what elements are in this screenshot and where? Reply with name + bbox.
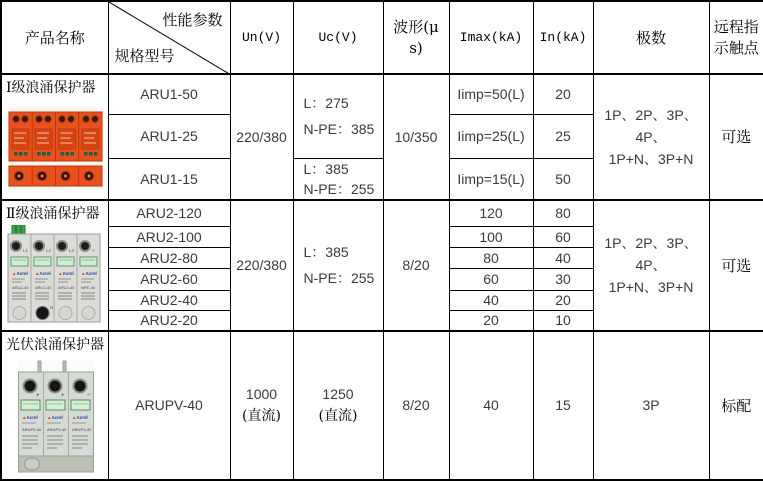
in-cell: 60 <box>533 227 593 248</box>
in-cell: 20 <box>533 74 593 114</box>
uc-cell-group1a <box>293 74 383 158</box>
product-cell-aru2 <box>1 200 108 331</box>
product-title-arupv: 光伏浪涌保护器 <box>2 332 108 354</box>
un-cell-group2: 220/380 <box>230 200 293 331</box>
svg-text:N: N <box>50 305 53 310</box>
model-cell: ARUPV-40 <box>108 331 230 480</box>
header-product-name: 产品名称 <box>1 1 108 74</box>
header-poles: 极数 <box>593 1 709 74</box>
uc-cell-group1b <box>293 158 383 200</box>
model-cell: ARU2-120 <box>108 200 230 227</box>
svg-text:Acrel: Acrel <box>86 271 97 276</box>
product-cell-arupv <box>1 331 108 480</box>
svg-text:Acrel: Acrel <box>27 415 38 420</box>
svg-text:▲: ▲ <box>58 271 62 276</box>
model-cell: ARU2-20 <box>108 310 230 330</box>
imax-cell: 120 <box>449 200 533 227</box>
svg-text:NPE-40: NPE-40 <box>81 285 96 290</box>
imax-cell: 60 <box>449 268 533 290</box>
header-spec-model: 规格型号 <box>115 45 175 66</box>
svg-text:Acrel: Acrel <box>52 415 63 420</box>
header-imax: Imax(kA) <box>449 1 533 74</box>
in-cell: 10 <box>533 310 593 330</box>
poles-cell-group1 <box>593 74 709 200</box>
arupv-product-image <box>18 360 94 473</box>
svg-text:ARU2-40: ARU2-40 <box>58 285 75 290</box>
remote-cell-group1: 可选 <box>709 74 763 200</box>
header-waveform <box>383 1 449 74</box>
in-cell: 40 <box>533 248 593 268</box>
header-diagonal-cell <box>108 1 230 74</box>
svg-text:▲: ▲ <box>81 271 85 276</box>
svg-text:+: + <box>92 248 95 253</box>
uc-line: N-PE：255 <box>304 179 383 199</box>
in-cell: 25 <box>533 114 593 158</box>
svg-text:ARUPV-40: ARUPV-40 <box>22 427 42 432</box>
in-cell: 80 <box>533 200 593 227</box>
model-cell: ARU1-15 <box>108 158 230 200</box>
svg-text:L1: L1 <box>23 248 29 253</box>
svg-text:ARU2-40: ARU2-40 <box>35 285 52 290</box>
model-cell: ARU1-50 <box>108 74 230 114</box>
poles-line: 1P+N、3P+N <box>594 148 709 170</box>
svg-text:Acrel: Acrel <box>17 271 28 276</box>
poles-cell-group3: 3P <box>593 331 709 480</box>
in-cell: 30 <box>533 268 593 290</box>
model-cell: ARU2-40 <box>108 290 230 310</box>
svg-text:Acrel: Acrel <box>63 271 74 276</box>
uc-value: 1250 <box>294 383 383 405</box>
product-title-aru1: Ⅰ级浪涌保护器 <box>2 75 108 97</box>
header-remote-contact <box>709 1 763 74</box>
svg-text:+: + <box>36 393 40 399</box>
svg-text:Acrel: Acrel <box>77 415 88 420</box>
in-cell: 20 <box>533 290 593 310</box>
header-in: In(kA) <box>533 1 593 74</box>
header-remote-line2: 示触点 <box>710 38 763 59</box>
un-value: 1000 <box>231 383 293 405</box>
imax-cell: Iimp=50(L) <box>449 74 533 114</box>
imax-cell: Iimp=25(L) <box>449 114 533 158</box>
model-cell: ARU2-60 <box>108 268 230 290</box>
svg-text:ARUPV-40: ARUPV-40 <box>72 427 92 432</box>
model-cell: ARU1-25 <box>108 114 230 158</box>
un-cell-group1: 220/380 <box>230 74 293 200</box>
waveform-cell-group2: 8/20 <box>383 200 449 331</box>
uc-line: N-PE：385 <box>304 116 383 142</box>
imax-cell: 40 <box>449 331 533 480</box>
svg-text:▲: ▲ <box>35 271 39 276</box>
svg-text:▲: ▲ <box>22 415 26 420</box>
remote-cell-group3: 标配 <box>709 331 763 480</box>
in-cell: 15 <box>533 331 593 480</box>
svg-text:ARUPV-40: ARUPV-40 <box>47 427 67 432</box>
svg-text:−: − <box>87 392 91 398</box>
uc-line: L：275 <box>304 90 383 116</box>
aru2-product-image <box>7 225 102 330</box>
header-remote-line1: 远程指 <box>710 17 763 38</box>
svg-text:L3: L3 <box>69 248 75 253</box>
uc-line: L：385 <box>304 159 383 179</box>
product-title-aru2: Ⅱ级浪涌保护器 <box>2 201 108 223</box>
svg-text:L2: L2 <box>46 248 52 253</box>
model-cell: ARU2-100 <box>108 227 230 248</box>
un-cell-group3 <box>230 331 293 480</box>
product-cell-aru1 <box>1 74 108 200</box>
imax-cell: 20 <box>449 310 533 330</box>
remote-cell-group2: 可选 <box>709 200 763 331</box>
header-performance-params: 性能参数 <box>162 9 222 30</box>
poles-line: 1P、2P、3P、4P、 <box>594 232 709 276</box>
un-note: (直流) <box>231 405 293 427</box>
poles-line: 1P、2P、3P、4P、 <box>594 104 709 148</box>
waveform-cell-group3: 8/20 <box>383 331 449 480</box>
uc-cell-group3 <box>293 331 383 480</box>
uc-cell-group2 <box>293 200 383 331</box>
uc-note: (直流) <box>294 405 383 427</box>
svg-text:▲: ▲ <box>72 415 76 420</box>
header-waveform-line1: 波形(μ <box>384 17 449 38</box>
uc-line: N-PE：255 <box>304 265 383 291</box>
imax-cell: 80 <box>449 248 533 268</box>
svg-text:ARU2-40: ARU2-40 <box>12 285 29 290</box>
waveform-cell-group1: 10/350 <box>383 74 449 200</box>
svg-text:▲: ▲ <box>47 415 51 420</box>
header-uc: Uc(V) <box>293 1 383 74</box>
svg-text:▲: ▲ <box>12 271 16 276</box>
uc-line: L：385 <box>304 239 383 265</box>
poles-cell-group2 <box>593 200 709 331</box>
imax-cell: Iimp=15(L) <box>449 158 533 200</box>
imax-cell: 40 <box>449 290 533 310</box>
svg-text:+: + <box>61 393 65 399</box>
aru1-product-image <box>8 107 104 189</box>
header-un: Un(V) <box>230 1 293 74</box>
poles-line: 1P+N、3P+N <box>594 276 709 298</box>
svg-text:Acrel: Acrel <box>40 271 51 276</box>
in-cell: 50 <box>533 158 593 200</box>
imax-cell: 100 <box>449 227 533 248</box>
header-waveform-line2: s) <box>384 38 449 59</box>
model-cell: ARU2-80 <box>108 248 230 268</box>
